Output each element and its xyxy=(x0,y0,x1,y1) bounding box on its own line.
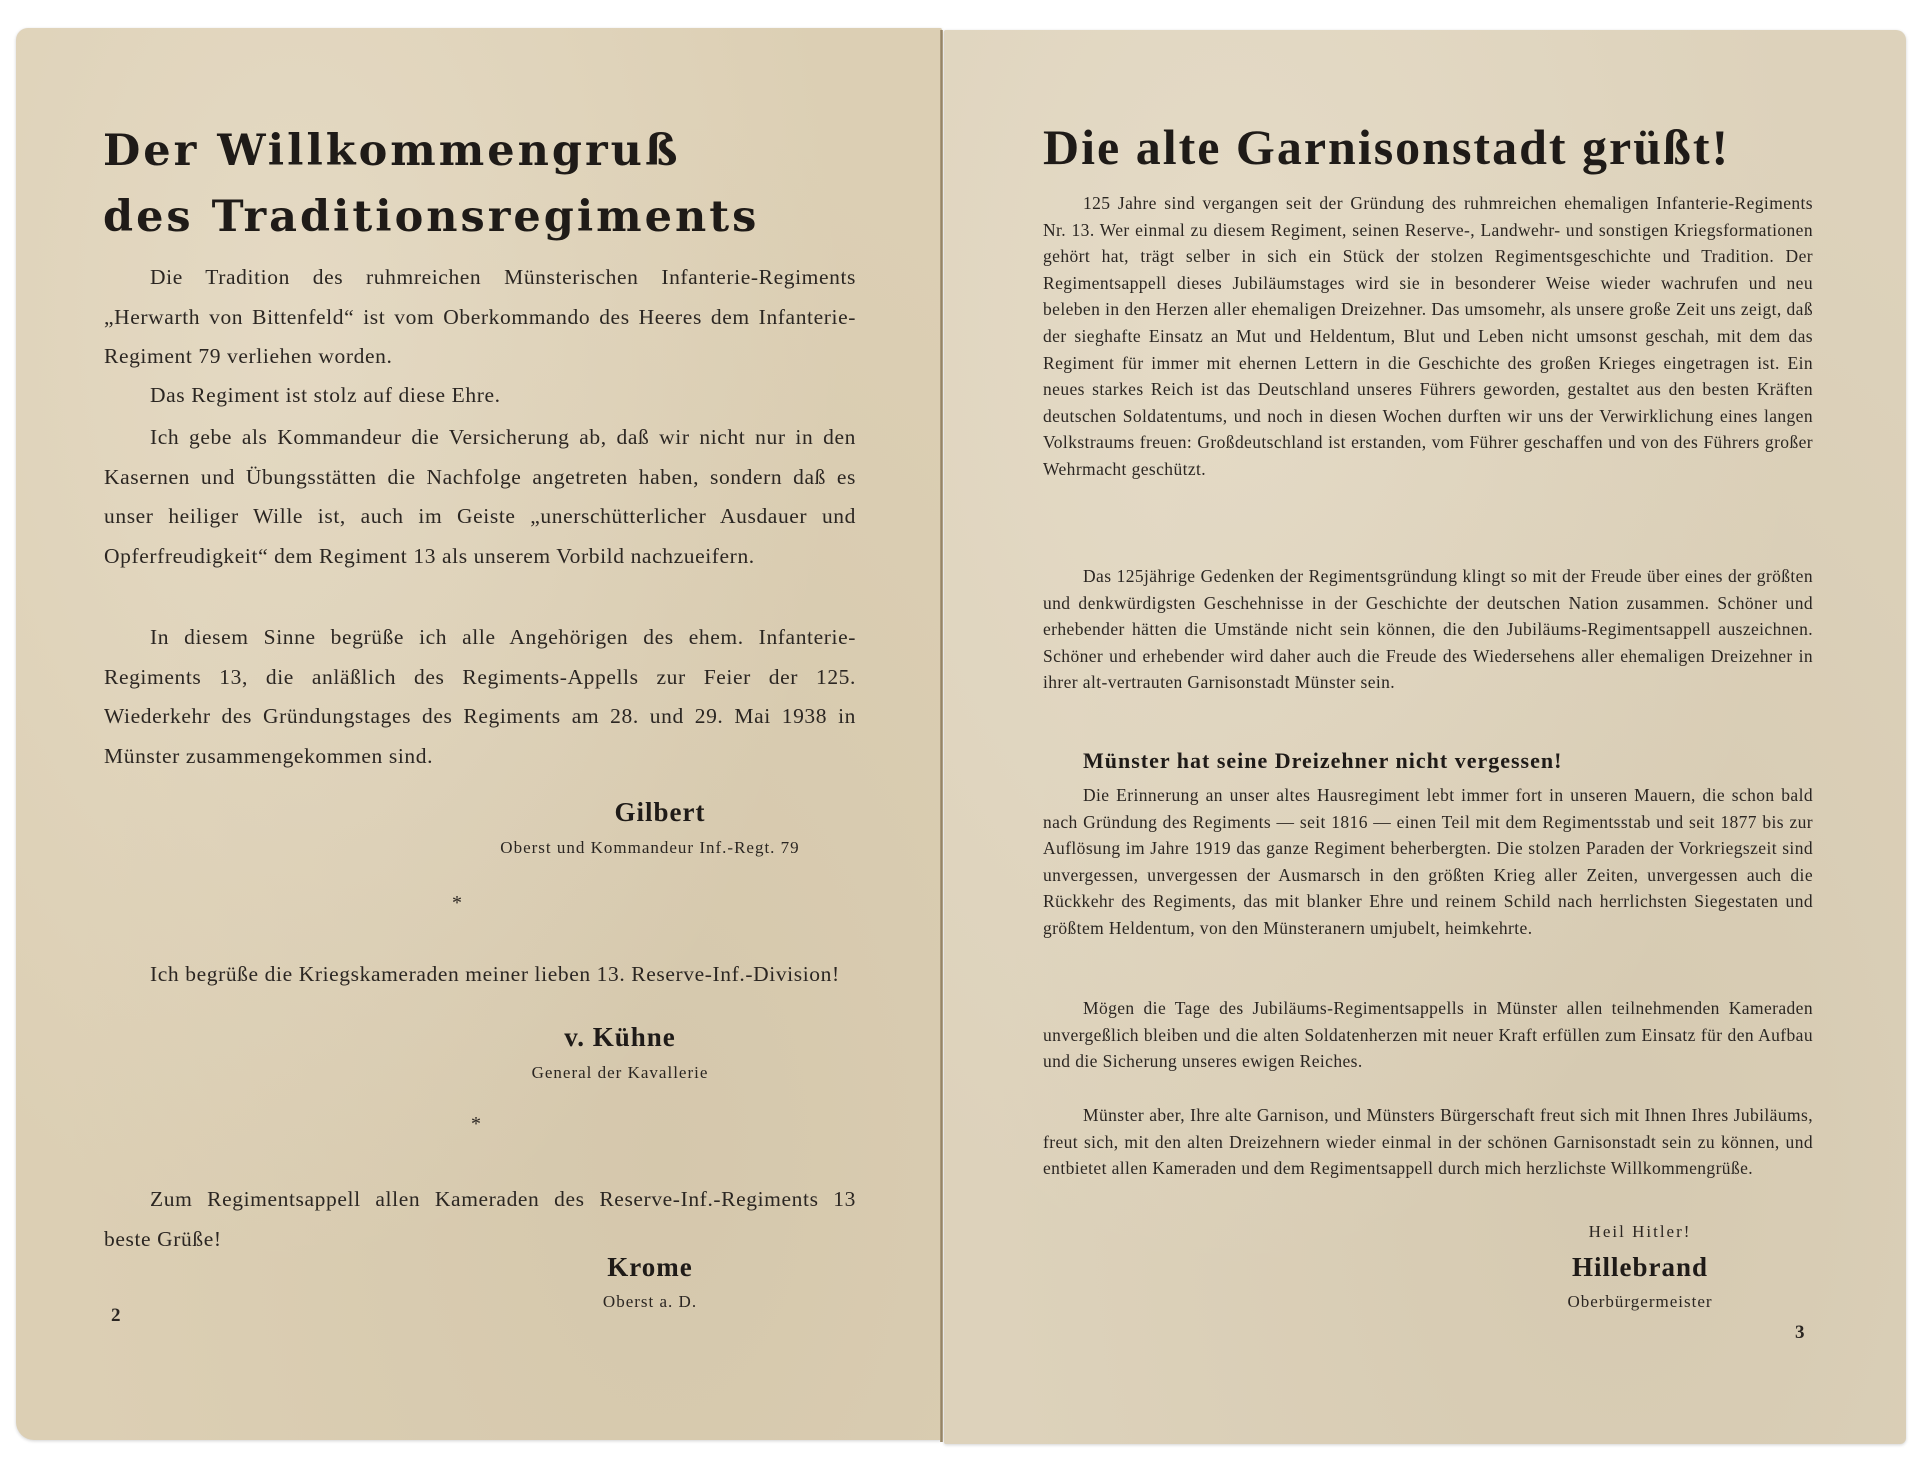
signature-role-gilbert: Oberst und Kommandeur Inf.-Regt. 79 xyxy=(500,838,800,857)
paragraph-greeting-kuehne: Ich begrüße die Kriegskameraden meiner lieben 13. Reserve-Inf.-Division! xyxy=(150,962,840,986)
paragraph-assurance: Ich gebe als Kommandeur die Versicherung ab, daß wir nicht nur in den Kasernen und Übungsstätten die Nachfolge angetreten haben, sondern daß es unser heiliger Wille ist, auch im Geiste „unerschütterlicher Ausdauer und Opferfreudigkeit“ dem Regiment 13 als unserem Vorbild nachzueifern. xyxy=(104,425,856,568)
title-line-2: des Traditionsregiments xyxy=(103,192,760,242)
paragraph-wishes: Mögen die Tage des Jubiläums-Regimentsappells in Münster allen teilnehmenden Kameraden unvergeßlich bleiben und die alten Soldatenherzen mit neuer Kraft erfüllen zum Einsatz für den Aufbau und die Sicherung unseres ewigen Reiches. xyxy=(1043,998,1813,1072)
signature-role-krome: Oberst a. D. xyxy=(602,1292,698,1311)
page-number-right: 3 xyxy=(1795,1322,1805,1343)
separator-star-2: * xyxy=(471,1113,481,1135)
signature-name-hillebrand: Hillebrand xyxy=(1571,1252,1709,1282)
paragraph-greeting-krome: Zum Regimentsappell allen Kameraden des Reserve-Inf.-Regiments 13 beste Grüße! xyxy=(104,1187,856,1251)
paragraph-greeting-members: In diesem Sinne begrüße ich alle Angehörigen des ehem. Infanterie-Regiments 13, die anläßlich des Regiments-Appells zur Feier der 125. Wiederkehr des Gründungstages des Regiments am 28. und 29. Mai 1938 in Münster zusammengekommen sind. xyxy=(104,625,856,768)
signature-name-krome: Krome xyxy=(607,1252,693,1282)
paragraph-welcome: Münster aber, Ihre alte Garnison, und Münsters Bürgerschaft freut sich mit Ihnen Ihres Jubiläums, freut sich, mit den alten Dreizehnern wieder einmal in der schönen Garnisonstadt sein zu können, und entbietet allen Kameraden und dem Regimentsappell durch mich herzlichste Willkommengrüße. xyxy=(1043,1105,1813,1179)
page-number-left: 2 xyxy=(111,1305,121,1326)
subheading-muenster: Münster hat seine Dreizehner nicht vergessen! xyxy=(1083,748,1563,773)
signature-role-kuehne: General der Kavallerie xyxy=(531,1063,709,1082)
signature-role-hillebrand: Oberbürgermeister xyxy=(1567,1292,1713,1311)
separator-star-1: * xyxy=(452,892,462,914)
paragraph-tradition: Die Tradition des ruhmreichen Münsterischen Infanterie-Regiments „Herwarth von Bittenfeld“ ist vom Oberkommando des Heeres dem Infanterie-Regiment 79 verliehen worden. xyxy=(104,265,856,368)
paragraph-125-years: 125 Jahre sind vergangen seit der Gründung des ruhmreichen ehemaligen Infanterie-Regiments Nr. 13. Wer einmal zu diesem Regiment, seinen Reserve-, Landwehr- und sonstigen Kriegsformationen gehört hat, trägt selber in sich ein Stück der stolzen Regimentsgeschichte und Tradition. Der Regimentsappell dieses Jubiläumstages wird sie in besonderer Weise wieder wachrufen und neu beleben in den Herzen aller ehemaligen Dreizehner. Das umsomehr, als unsere große Zeit uns zeigt, daß der sieghafte Einsatz an Mut und Heldentum, Blut und Leben nicht umsonst geschah, mit dem das Regiment für immer mit ehernen Lettern in die Geschichte des großen Krieges eingetragen ist. Ein neues starkes Reich ist das Deutschland unseres Führers geworden, gestaltet aus den besten Kräften deutschen Soldatentums, und noch in diesen Wochen durften wir uns der Verwirklichung eines langen Volkstraums freuen: Großdeutschland ist erstanden, vom Führer geschaffen und von des Führers großer Wehrmacht geschützt. xyxy=(1043,193,1813,479)
signature-name-gilbert: Gilbert xyxy=(614,797,706,827)
closing-salutation: Heil Hitler! xyxy=(1588,1222,1692,1241)
paragraph-commemoration: Das 125jährige Gedenken der Regimentsgründung klingt so mit der Freude über eines der größten und denkwürdigsten Geschehnisse in der Geschichte der deutschen Nation zusammen. Schöner und erhebender hätten die Umstände nicht sein können, die den Jubiläums-Regimentsappell auszeichnen. Schöner und erhebender wird daher auch die Freude des Wiedersehens aller ehemaligen Dreizehner in ihrer alt-vertrauten Garnisonstadt Münster sein. xyxy=(1043,566,1813,693)
title-line-1: Der Willkommengruß xyxy=(103,126,681,176)
book-spine xyxy=(940,30,943,1442)
paragraph-memory: Die Erinnerung an unser altes Hausregiment lebt immer fort in unseren Mauern, die schon bald nach Gründung des Regiments — seit 1816 — einen Teil mit dem Regimentsstab und seit 1877 bis zur Auflösung im Jahre 1919 das ganze Regiment beherbergten. Die stolzen Paraden der Vorkriegszeit sind unvergessen, unvergessen der Ausmarsch in den größten Krieg aller Zeiten, unvergessen auch die Rückkehr des Regiments, das mit blanker Ehre und reinem Schild nach herrlichsten Siegestaten und größtem Heldentum, von den Münsteranern umjubelt, heimkehrte. xyxy=(1043,785,1813,938)
signature-name-kuehne: v. Kühne xyxy=(564,1022,676,1052)
paragraph-pride: Das Regiment ist stolz auf diese Ehre. xyxy=(150,383,501,407)
right-page-title: Die alte Garnisonstadt grüßt! xyxy=(1043,119,1731,175)
left-page-title xyxy=(103,118,803,250)
